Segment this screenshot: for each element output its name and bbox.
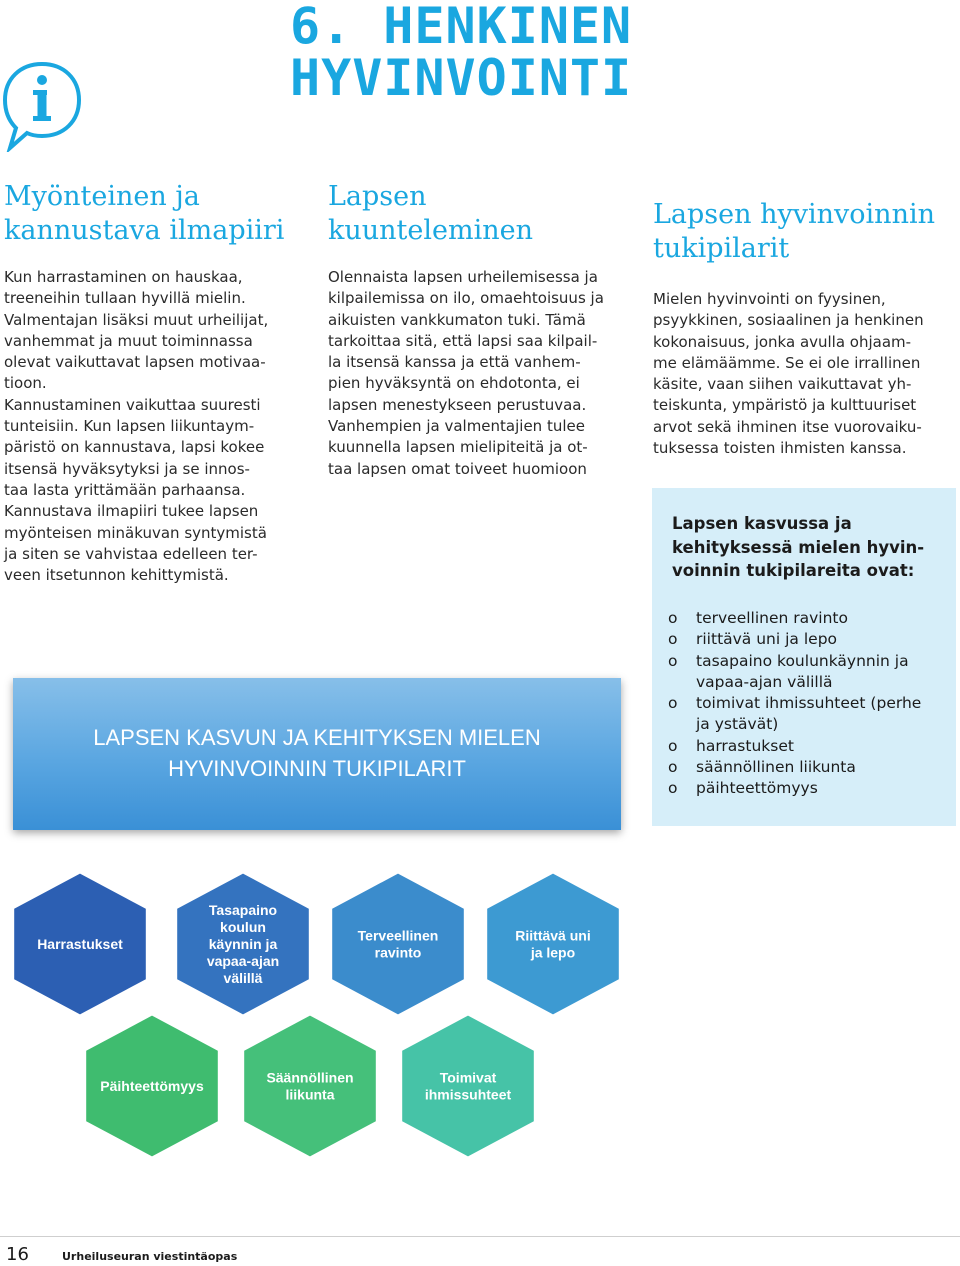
list-item-text: terveellinen ravinto — [696, 609, 848, 627]
list-item-text: riittävä uni ja lepo — [696, 630, 838, 649]
bullet-marker: o — [668, 609, 678, 627]
hexagon-label: Toimivat ihmissuhteet — [424, 1069, 512, 1103]
bullet-marker: o — [668, 630, 678, 649]
page-title: 6. HENKINEN HYVINVOINTI — [290, 0, 633, 107]
list-item — [668, 651, 954, 694]
footer-divider — [0, 1236, 960, 1237]
list-item — [668, 778, 954, 799]
list-item — [668, 608, 954, 629]
section-text-kuunteleminen: Olennaista lapsen urheilemisessa ja kilpailemissa on ilo, omaehtoisuus ja aikuisten vankkumaton tuki. Tämä tarkoittaa sitä, että lapsi saa kilpail- la itsensä kanssa ja että vanhem- pien hyväksyntä on ehdotonta, ei lapsen menestykseen perustuvaa. Vanhempien ja valmentajien tulee kuunnella lapsen mielipiteitä ja ot- taa lapsen omat toiveet huomioon — [328, 268, 604, 478]
hexagon-label: Tasapaino koulun käynnin ja vapaa-ajan välillä — [206, 902, 280, 986]
list-item — [668, 629, 954, 650]
hexagon-label: Harrastukset — [37, 936, 123, 952]
pillars-info-box — [652, 488, 956, 826]
section-heading-tukipilarit: Lapsen hyvinvoinnin tukipilarit — [653, 199, 935, 264]
list-item — [668, 693, 954, 736]
hexagon-1 — [14, 874, 146, 1015]
list-item — [668, 757, 954, 778]
bullet-marker: o — [668, 736, 678, 755]
section-text-tukipilarit: Mielen hyvinvointi on fyysinen, psyykkinen, sosiaalinen ja henkinen kokonaisuus, jonka avulla ohjaam- me elämäämme. Se ei ole irrallinen käsite, vaan siihen vaikuttavat yh- teiskunta, ympäristö ja kulttuuriset arvot sekä ihminen itse vuorovaiku- tuksessa toisten ihmisten kanssa. — [653, 290, 924, 458]
list-item-text: tasapaino koulunkäynnin ja vapaa-ajan välillä — [696, 651, 909, 691]
hexagon-3 — [332, 874, 464, 1015]
hexagon-4 — [487, 874, 619, 1015]
pillars-list — [668, 608, 954, 800]
section-heading-ilmapiiri: Myönteinen ja kannustava ilmapiiri — [4, 181, 285, 246]
hexagon-5 — [86, 1016, 218, 1157]
bullet-marker: o — [668, 694, 678, 713]
list-item-text: päihteettömyys — [696, 779, 818, 798]
page-number: 16 — [6, 1244, 29, 1265]
section-text-ilmapiiri: Kun harrastaminen on hauskaa, treeneihin tullaan hyvillä mielin. Valmentajan lisäksi muut urheilijat, vanhemmat ja muut toiminnassa olevat vaikuttavat lapsen motivaa- tioon. Kannustaminen vaikuttaa suuresti tunteisiin. Kun lapsen liikuntaym- päristö on kannustava, lapsi kokee itsensä hyväksytyksi ja se innos- taa lasta yrittämään parhaansa. Kannustava ilmapiiri tukee lapsen myönteisen minäkuvan syntymistä ja siten se vahvistaa edelleen ter- veen itsetunnon kehittymistä. — [4, 268, 269, 585]
list-item — [668, 736, 954, 757]
info-box-heading: Lapsen kasvussa ja kehityksessä mielen hyvin- voinnin tukipilareita ovat: — [672, 514, 925, 580]
bullet-marker: o — [668, 651, 678, 670]
publication-name: Urheiluseuran viestintäopas — [62, 1250, 238, 1263]
hexagon-7 — [402, 1016, 534, 1157]
list-item-text: toimivat ihmissuhteet (perhe ja ystävät) — [696, 694, 922, 734]
list-item-text: harrastukset — [696, 736, 794, 755]
list-item-text: säännöllinen liikunta — [696, 758, 856, 777]
hexagon-label: Päihteettömyys — [100, 1078, 204, 1094]
hexagon-2 — [177, 874, 309, 1015]
bullet-marker: o — [668, 758, 678, 777]
hexagon-label: Terveellinen ravinto — [357, 927, 439, 961]
hexagon-label: Säännöllinen liikunta — [266, 1069, 354, 1103]
pillars-banner — [13, 678, 621, 830]
pillars-hexagon-diagram — [0, 858, 640, 1158]
pillars-banner-text: LAPSEN KASVUN JA KEHITYKSEN MIELEN HYVINVOINNIN TUKIPILARIT — [93, 725, 541, 781]
hexagon-6 — [244, 1016, 376, 1157]
hexagon-label: Riittävä uni ja lepo — [515, 927, 591, 961]
bullet-marker: o — [668, 779, 678, 798]
section-heading-kuunteleminen: Lapsen kuunteleminen — [328, 181, 533, 246]
info-icon — [2, 60, 82, 152]
